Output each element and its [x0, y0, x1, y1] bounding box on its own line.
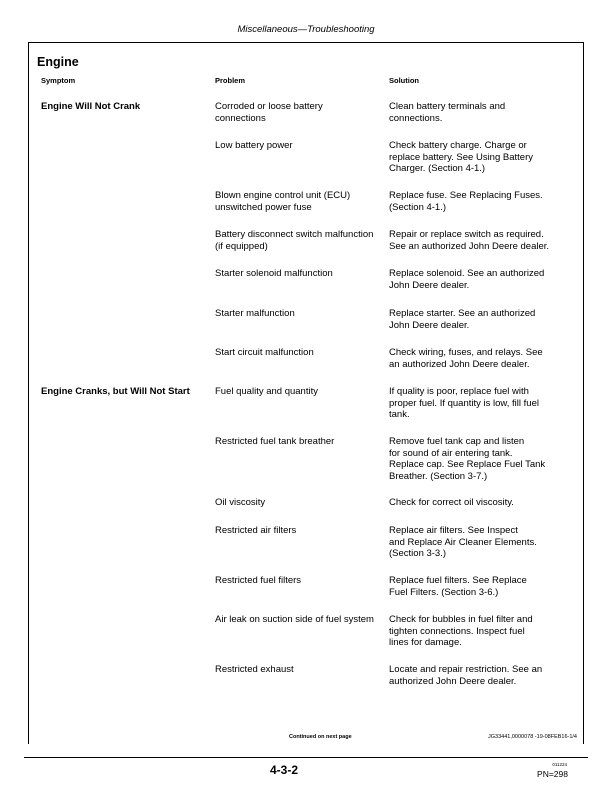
continued-note: Continued on next page	[289, 734, 352, 740]
problem-cell: Fuel quality and quantity	[215, 386, 318, 397]
solution-cell: Replace solenoid. See an authorized John Deere dealer.	[389, 268, 545, 291]
problem-cell: Corroded or loose battery connections	[215, 101, 323, 124]
problem-cell: Restricted fuel filters	[215, 575, 302, 586]
symptom-engine-will-not-crank: Engine Will Not Crank	[41, 101, 141, 112]
page-number: 4-3-2	[270, 763, 299, 777]
solution-cell: Replace starter. See an authorized John Deere dealer.	[389, 308, 536, 331]
footer-code: 011224	[552, 762, 567, 767]
symptom-engine-cranks-will-not-start: Engine Cranks, but Will Not Start	[41, 386, 190, 397]
document-reference: JG33441,0000078 -19-08FEB16-1/4	[488, 734, 577, 740]
problem-cell: Air leak on suction side of fuel system	[215, 614, 374, 625]
solution-cell: If quality is poor, replace fuel with proper fuel. If quantity is low, fill fuel tank.	[389, 386, 539, 420]
problem-cell: Oil viscosity	[215, 497, 266, 508]
column-header-symptom: Symptom	[41, 76, 76, 85]
solution-cell: Repair or replace switch as required. See an authorized John Deere dealer.	[389, 229, 550, 252]
running-title: Miscellaneous—Troubleshooting	[237, 24, 375, 35]
solution-cell: Replace fuse. See Replacing Fuses. (Section 4-1.)	[389, 190, 543, 213]
solution-cell: Replace air filters. See Inspect and Replace Air Cleaner Elements. (Section 3-3.)	[389, 525, 537, 559]
problem-cell: Starter solenoid malfunction	[215, 268, 333, 279]
pn-number: PN=298	[537, 769, 568, 779]
problem-cell: Start circuit malfunction	[215, 347, 314, 358]
solution-cell: Check for correct oil viscosity.	[389, 497, 514, 508]
solution-cell: Replace fuel filters. See Replace Fuel Filters. (Section 3-6.)	[389, 575, 527, 598]
column-header-problem: Problem	[215, 76, 246, 85]
solution-cell: Locate and repair restriction. See an authorized John Deere dealer.	[389, 664, 543, 687]
section-title: Engine	[37, 55, 79, 69]
solution-cell: Clean battery terminals and connections.	[389, 101, 506, 124]
problem-cell: Restricted air filters	[215, 525, 297, 536]
solution-cell: Remove fuel tank cap and listen for sound of air entering tank. Replace cap. See Replace Fuel Tank Breather. (Section 3-7.)	[389, 436, 546, 482]
solution-cell: Check battery charge. Charge or replace battery. See Using Battery Charger. (Section 4-1.)	[389, 140, 533, 174]
problem-cell: Blown engine control unit (ECU) unswitched power fuse	[215, 190, 351, 213]
column-header-solution: Solution	[389, 76, 419, 85]
problem-cell: Restricted fuel tank breather	[215, 436, 335, 447]
problem-cell: Battery disconnect switch malfunction (if equipped)	[215, 229, 374, 252]
solution-cell: Check wiring, fuses, and relays. See an authorized John Deere dealer.	[389, 347, 543, 370]
problem-cell: Starter malfunction	[215, 308, 295, 319]
problem-cell: Low battery power	[215, 140, 293, 151]
problem-cell: Restricted exhaust	[215, 664, 294, 675]
solution-cell: Check for bubbles in fuel filter and tighten connections. Inspect fuel lines for damage.	[389, 614, 533, 648]
footer-divider	[24, 757, 588, 758]
